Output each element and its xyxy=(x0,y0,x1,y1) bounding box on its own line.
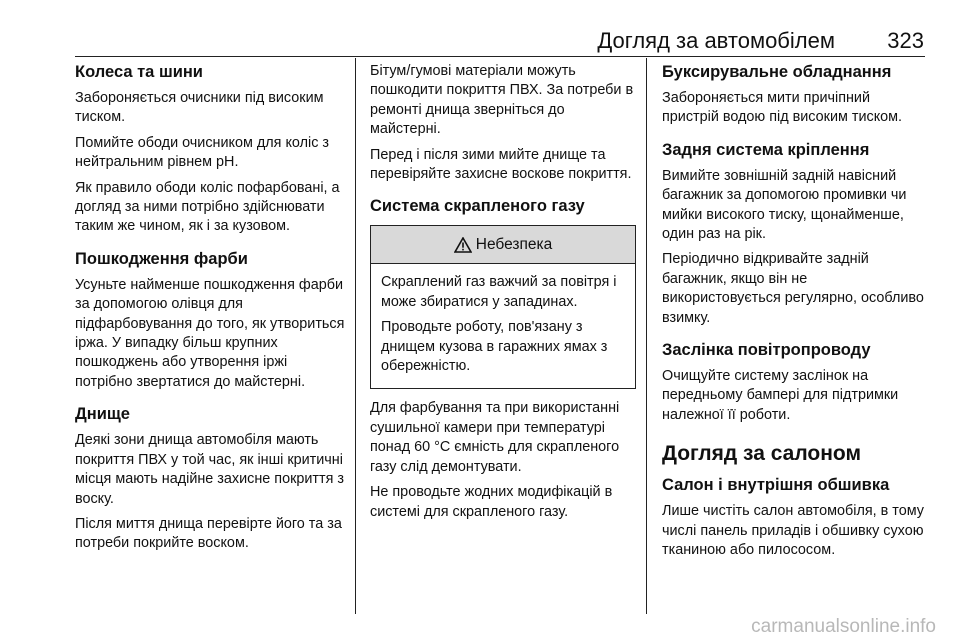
paragraph: Проводьте роботу, пов'язану з днищем кузова в гаражних ямах з обережністю. xyxy=(381,319,608,375)
paragraph: Вимийте зовнішній задній навісний багажник за допомогою промивки чи мийки високого тиску, щонайменше, один раз на рік. xyxy=(662,167,907,243)
paragraph: Очищуйте систему заслінок на передньому бампері для підтримки належної її роботи. xyxy=(662,368,899,423)
danger-box-body xyxy=(371,264,635,388)
column-1 xyxy=(75,62,347,560)
heading-towing-equipment: Буксирувальне обладнання xyxy=(662,63,892,81)
danger-box-header xyxy=(371,226,635,264)
column-divider xyxy=(646,58,647,614)
column-divider xyxy=(355,58,356,614)
paragraph: Помийте ободи очисником для коліс з нейтральним рівнем pH. xyxy=(75,134,329,171)
column-3 xyxy=(662,62,930,567)
heading-interior-trim: Салон і внутрішня обшивка xyxy=(662,476,890,495)
column-2 xyxy=(370,62,636,528)
heading-paint-damage: Пошкодження фарби xyxy=(75,249,248,268)
paragraph: Як правило ободи коліс пофарбовані, а догляд за ними потрібно здійснювати таким же чином, як і за кузовом. xyxy=(75,179,340,235)
paragraph: Забороняється мити причіпний пристрій водою під високим тиском. xyxy=(662,90,903,126)
paragraph: Періодично відкривайте задній багажник, якщо він не використовується регулярно, особливо взимку. xyxy=(662,251,924,326)
warning-triangle-icon xyxy=(454,237,472,253)
heading-interior-care: Догляд за салоном xyxy=(662,442,861,466)
page-number: 323 xyxy=(887,28,924,53)
danger-box xyxy=(370,225,636,389)
paragraph: Забороняється очисники під високим тиском. xyxy=(75,90,324,126)
paragraph: Бітум/гумові матеріали можуть пошкодити покриття ПВХ. За потреби в ремонті днища зверніться до майстерні. xyxy=(370,63,634,138)
heading-wheels-tyres: Колеса та шини xyxy=(75,63,203,81)
paragraph: Лише чистіть салон автомобіля, в тому числі панель приладів і обшивку сухою тканиною або пилососом. xyxy=(662,503,924,559)
paragraph: Після миття днища перевірте його та за потреби покрийте воском. xyxy=(75,515,342,552)
paragraph: Перед і після зими мийте днище та перевіряйте захисне воскове покриття. xyxy=(370,146,632,183)
watermark: carmanualsonline.info xyxy=(751,616,936,637)
heading-air-shutter: Заслінка повітропроводу xyxy=(662,341,871,360)
paragraph: Не проводьте жодних модифікацій в системі для скрапленого газу. xyxy=(370,484,613,520)
paragraph: Скраплений газ важчий за повітря і може збиратися у западинах. xyxy=(381,274,617,310)
paragraph: Усуньте найменше пошкодження фарби за допомогою олівця для підфарбовування до того, як утвориться іржа. У випадку більш крупних пошкоджень або утворення іржі потрібно звертатися до майстерні. xyxy=(75,276,345,390)
heading-rear-carrier: Задня система кріплення xyxy=(662,140,870,159)
page-header-title: Догляд за автомобілем xyxy=(597,28,835,53)
heading-underbody: Днище xyxy=(75,405,130,424)
header-rule xyxy=(75,56,925,57)
danger-box-title: Небезпека xyxy=(475,235,553,253)
heading-lpg-system: Система скрапленого газу xyxy=(370,197,585,216)
paragraph: Для фарбування та при використанні сушильної камери при температурі понад 60 °C ємність для скрапленого газу слід демонтувати. xyxy=(370,400,620,475)
paragraph: Деякі зони днища автомобіля мають покриття ПВХ у той час, як інші критичні місця мають надійне захисне покриття з воску. xyxy=(75,432,344,507)
